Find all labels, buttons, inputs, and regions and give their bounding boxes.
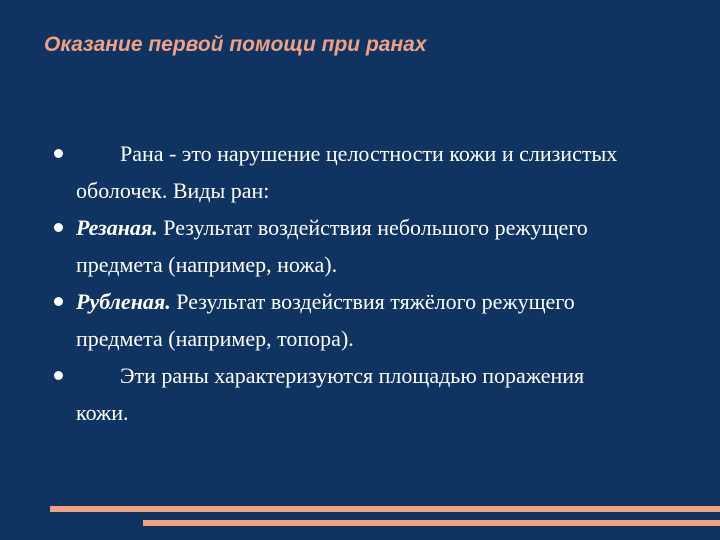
list-item [0, 209, 636, 283]
bullet-dot [54, 371, 63, 380]
term-label: Рубленая. [76, 289, 171, 314]
list-item [0, 357, 636, 431]
bullet-dot [54, 149, 63, 158]
slide-title: Оказание первой помощи при ранах [44, 33, 427, 56]
item-text: - это нарушение целостности кожи и слизистых оболочек. Виды ран: [76, 141, 618, 203]
list-item [0, 135, 636, 209]
bullet-dot [54, 223, 63, 232]
item-text: Результат воздействия небольшого режущего предмета (например, ножа). [76, 215, 588, 277]
bullet-list [0, 135, 720, 431]
item-text: Эти раны характеризуются площадью поражения кожи. [76, 363, 585, 425]
bullet-dot [54, 297, 63, 306]
list-item [0, 283, 636, 357]
term-label: Рана [120, 141, 164, 166]
decorative-bar-top [50, 506, 720, 512]
item-text: Результат воздействия тяжёлого режущего предмета (например, топора). [76, 289, 575, 351]
term-label: Резаная. [76, 215, 158, 240]
decorative-bar-bottom [143, 520, 720, 526]
